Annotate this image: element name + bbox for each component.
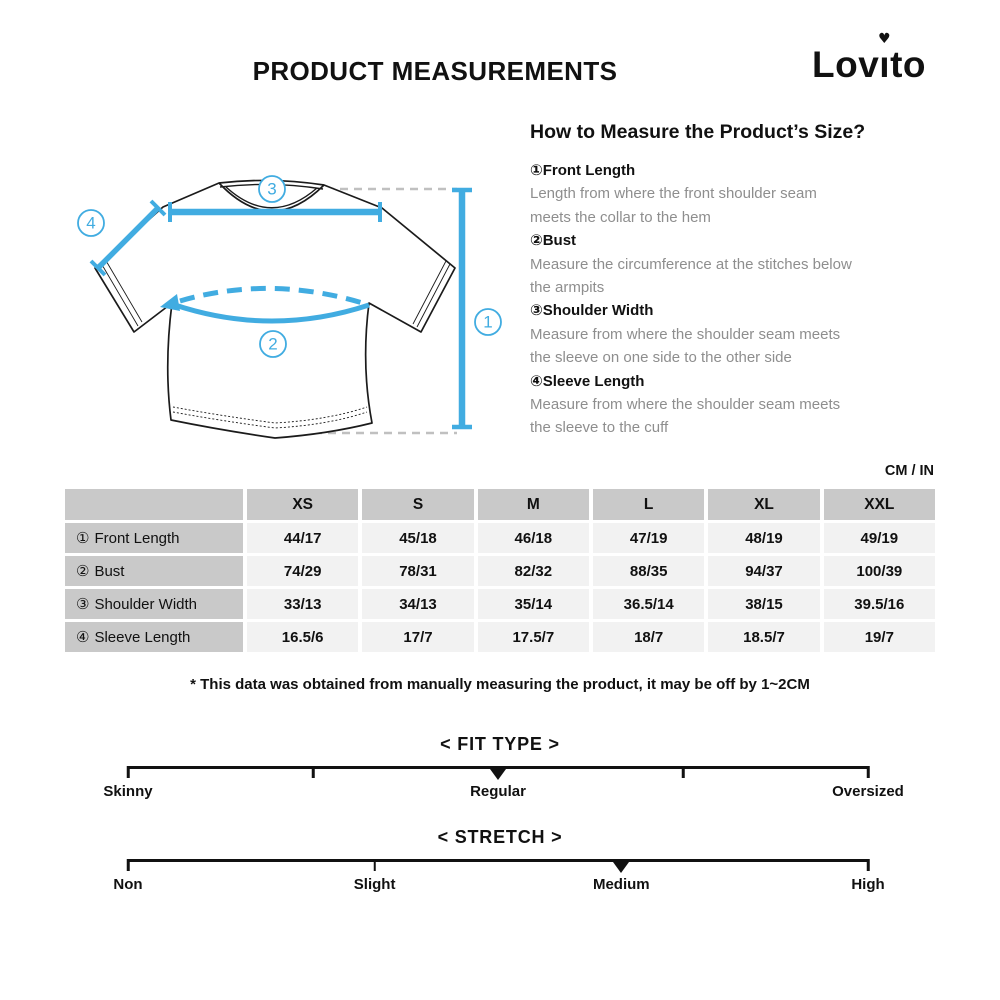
how-to-heading: How to Measure the Product’s Size? [530, 121, 866, 143]
svg-text:1: 1 [483, 312, 493, 332]
table-cell: 16.5/6 [247, 622, 358, 652]
table-cell: 18/7 [593, 622, 704, 652]
table-cell: 82/32 [478, 556, 589, 586]
stretch-scale-line [128, 859, 868, 862]
front-length-measure-line [452, 190, 472, 427]
item-desc-line: Measure the circumference at the stitches below [530, 255, 852, 273]
item-desc-line: the sleeve to the cuff [530, 419, 669, 437]
item-desc-line: Length from where the front shoulder seam [530, 185, 817, 203]
how-to-item-shoulder-width [530, 299, 930, 369]
table-cell: 49/19 [824, 523, 935, 553]
how-to-item-sleeve-length [530, 370, 930, 440]
brand-suffix: to [890, 44, 926, 85]
item-name: Front Length [542, 162, 636, 179]
stretch-scale [113, 859, 885, 896]
marker-shoulder-width [259, 176, 285, 202]
marker-bust [260, 331, 286, 357]
stretch-label-medium: Medium [592, 876, 650, 893]
table-cell: 38/15 [708, 589, 819, 619]
stretch-marker [613, 862, 629, 873]
scale-tick [373, 859, 376, 871]
column-header-s: S [362, 489, 473, 520]
table-cell: 36.5/14 [593, 589, 704, 619]
item-number: ③ [530, 301, 543, 320]
tshirt-measurement-diagram [60, 150, 520, 470]
table-cell: 39.5/16 [824, 589, 935, 619]
scale-tick [127, 859, 130, 871]
fit-type-heading: < FIT TYPE > [440, 734, 560, 754]
page-title: PRODUCT MEASUREMENTS [252, 56, 618, 86]
fit-type-scale [103, 766, 904, 803]
scale-tick [312, 766, 315, 778]
table-cell: 47/19 [593, 523, 704, 553]
item-desc-line: the armpits [530, 279, 605, 297]
column-header-xxl: XXL [824, 489, 935, 520]
table-cell: 17/7 [362, 622, 473, 652]
item-name: Bust [542, 232, 577, 250]
table-cell: 44/17 [247, 523, 358, 553]
stretch-heading: < STRETCH > [437, 827, 563, 847]
table-cell: 46/18 [478, 523, 589, 553]
scale-tick [127, 766, 130, 778]
unit-label: CM / IN [884, 463, 934, 479]
how-to-measure-section [530, 121, 930, 440]
table-corner-cell [65, 489, 243, 520]
item-name: Shoulder Width [542, 302, 654, 320]
scale-tick [682, 766, 685, 778]
table-cell: 18.5/7 [708, 622, 819, 652]
table-cell: 35/14 [478, 589, 589, 619]
table-cell: 33/13 [247, 589, 358, 619]
fit-type-labels [103, 783, 904, 803]
table-cell: 19/7 [824, 622, 935, 652]
table-cell: 34/13 [362, 589, 473, 619]
column-header-xl: XL [708, 489, 819, 520]
table-cell: 94/37 [708, 556, 819, 586]
svg-text:3: 3 [267, 179, 277, 199]
fit-type-marker [490, 769, 506, 780]
item-desc-line: meets the collar to the hem [530, 208, 711, 226]
marker-front-length [475, 309, 501, 335]
row-label-bust: ② Bust [65, 556, 243, 586]
table-cell: 17.5/7 [478, 622, 589, 652]
size-table [65, 489, 935, 652]
table-cell: 45/18 [362, 523, 473, 553]
svg-text:4: 4 [86, 213, 96, 233]
item-desc-line: Measure from where the shoulder seam meets [530, 396, 841, 414]
stretch-label-high: High [851, 876, 885, 893]
brand-prefix: Lov [812, 44, 880, 85]
column-header-xs: XS [247, 489, 358, 520]
svg-text:2: 2 [268, 334, 278, 354]
table-cell: 88/35 [593, 556, 704, 586]
item-number: ② [530, 231, 543, 250]
fit-type-scale-line [128, 766, 868, 769]
marker-sleeve-length [78, 210, 104, 236]
row-label-shoulder-width: ③ Shoulder Width [65, 589, 243, 619]
stretch-label-slight: Slight [353, 876, 396, 893]
fit-label-oversized: Oversized [832, 783, 904, 800]
brand-dotless-i: ı ♥ [878, 31, 892, 85]
fit-label-skinny: Skinny [103, 783, 153, 800]
row-label-sleeve-length: ④ Sleeve Length [65, 622, 243, 652]
measurement-disclaimer: * This data was obtained from manually measuring the product, it may be off by 1~2CM [190, 676, 810, 693]
scale-tick [867, 766, 870, 778]
table-cell: 78/31 [362, 556, 473, 586]
row-label-front-length: ① Front Length [65, 523, 243, 553]
column-header-m: M [478, 489, 589, 520]
column-header-l: L [593, 489, 704, 520]
table-cell: 100/39 [824, 556, 935, 586]
item-desc-line: the sleeve on one side to the other side [530, 349, 792, 367]
fit-label-regular: Regular [470, 783, 526, 800]
heart-icon: ♥ [878, 31, 892, 47]
item-desc-line: Measure from where the shoulder seam meets [530, 325, 841, 343]
brand-logo [812, 31, 926, 86]
stretch-label-non: Non [113, 876, 143, 893]
item-number: ④ [530, 371, 543, 390]
how-to-item-bust [530, 229, 930, 299]
item-number: ① [530, 161, 543, 179]
how-to-item-front-length [530, 159, 930, 229]
table-cell: 74/29 [247, 556, 358, 586]
table-cell: 48/19 [708, 523, 819, 553]
stretch-labels [113, 876, 885, 896]
item-name: Sleeve Length [542, 372, 645, 390]
scale-tick [867, 859, 870, 871]
